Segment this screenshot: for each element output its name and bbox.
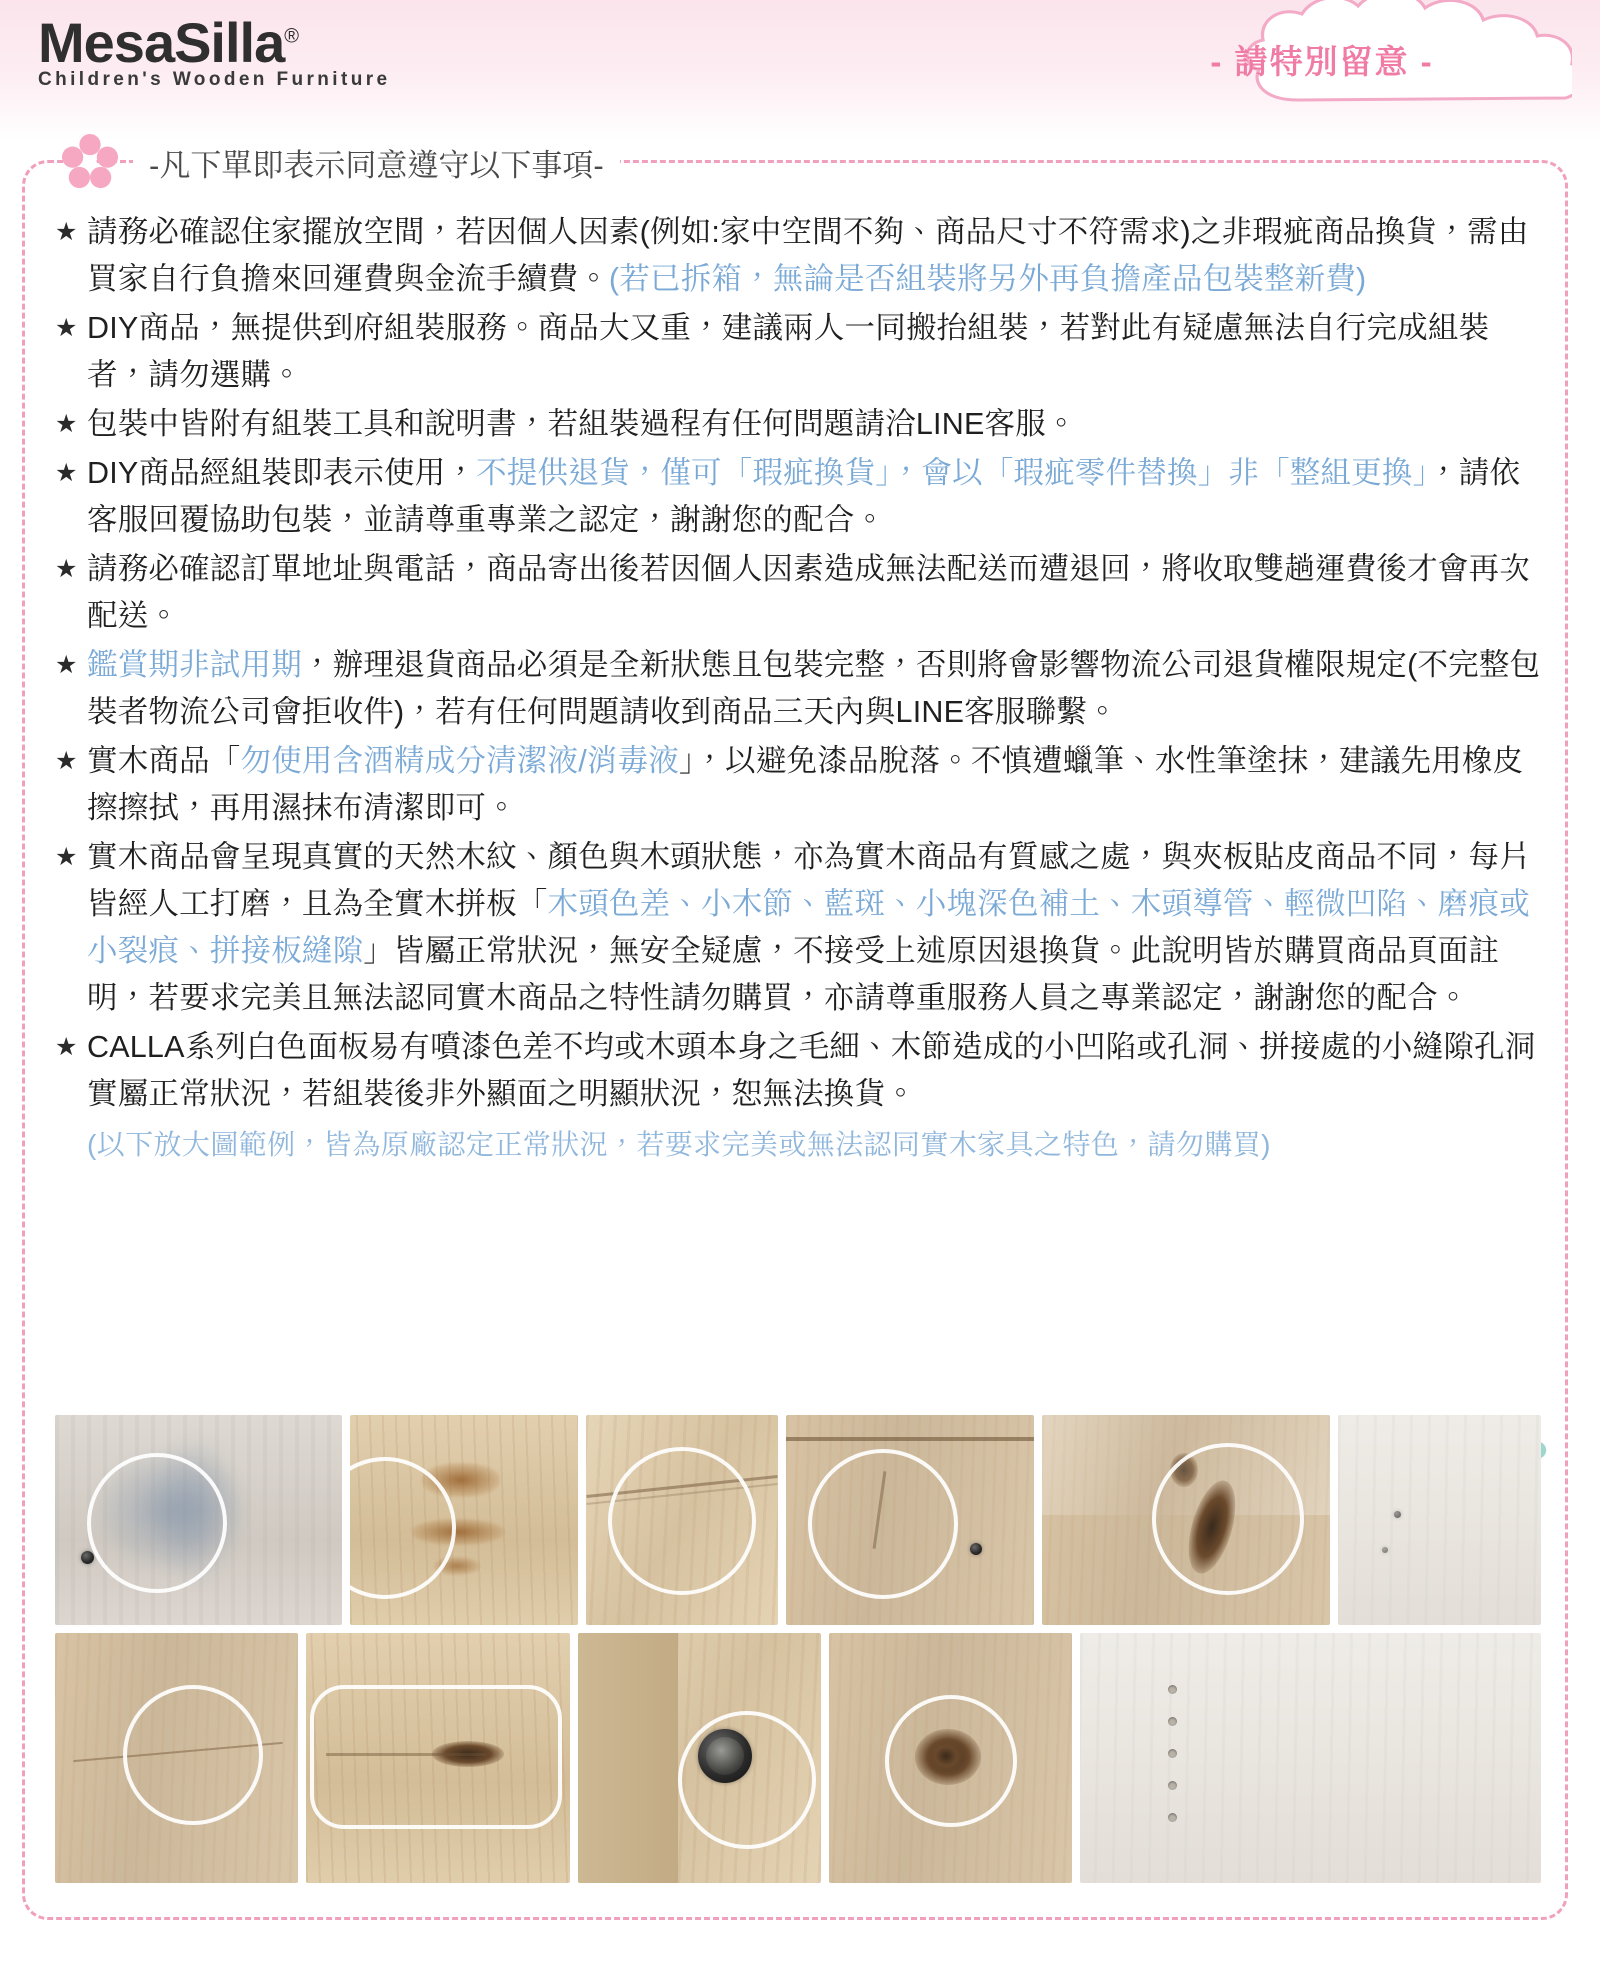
- item-cleaning: [87, 738, 1541, 832]
- bullet-star-icon: ★: [55, 747, 78, 775]
- terms-list-item: [55, 450, 1541, 544]
- photo-scratch: [55, 1633, 298, 1883]
- gallery-footnote: (以下放大圖範例，皆為原廠認定正常狀況，若要求完美或無法認同實木家具之特色，請勿購買): [87, 1129, 1271, 1160]
- photo-wood-vessel: [306, 1633, 570, 1883]
- text-segment: 請務必確認住家擺放空間，若因個人因素(例如:家中空間不夠、商品尺寸不符需求)之非瑕疵商品換貨，需由買家自行負擔來回運費與金流手續費。: [87, 215, 1529, 296]
- example-photo-gallery: [55, 1415, 1541, 1891]
- notice-badge-label: - 請特別留意 -: [1210, 43, 1434, 80]
- bullet-star-icon: ★: [55, 314, 78, 342]
- text-segment: 木頭色差、小木節、藍斑、小塊深色補土、木頭導管、輕微凹陷、磨痕或小裂痕、拼接板縫隙: [87, 887, 1530, 968]
- text-segment: 」皆屬正常狀況，無安全疑慮，不接受上述原因退換貨。此說明皆於購買商品頁面註明，若要求完美且無法認同實木商品之特性請勿購買，亦請尊重服務人員之專業認定，謝謝您的配合。: [87, 934, 1500, 1015]
- text-segment: 」，以避免漆品脫落。不慎遭蠟筆、水性筆塗抹，建議先用橡皮擦擦拭，再用濕抹布清潔即可。: [87, 744, 1524, 825]
- flower-icon: [61, 133, 119, 191]
- terms-list-item: [55, 305, 1541, 399]
- brand-name-text: MesaSilla: [38, 11, 285, 74]
- item-assembled-no-return: [87, 450, 1541, 544]
- notice-cloud-badge: [1072, 0, 1572, 110]
- page-header: [0, 0, 1600, 140]
- text-segment: 實木商品會呈現真實的天然木紋、顏色與木頭狀態，亦為實木商品有質感之處，與夾板貼皮商品不同，每片皆經人工打磨，且為全實木拼板「: [87, 840, 1530, 921]
- terms-box: [22, 148, 1568, 1920]
- terms-list-item: [55, 738, 1541, 832]
- photo-hardware-hole: [578, 1633, 821, 1883]
- text-segment: CALLA系列白色面板易有噴漆色差不均或木頭本身之毛細、木節造成的小凹陷或孔洞、拼接處的小縫隙孔洞實屬正常狀況，若組裝後非外顯面之明顯狀況，恕無法換貨。: [87, 1030, 1536, 1111]
- text-segment: (若已拆箱，無論是否組裝將另外再負擔產品包裝整新費): [608, 262, 1367, 296]
- terms-list: [55, 209, 1541, 1168]
- text-segment: 不提供退貨，僅可「瑕疵換貨」，會以「瑕疵零件替換」非「整組更換」: [476, 456, 1429, 490]
- bullet-star-icon: ★: [55, 218, 78, 246]
- photo-small-crack: [786, 1415, 1034, 1625]
- example-photo-row-2: [55, 1633, 1541, 1883]
- brand-name: [38, 11, 299, 74]
- text-segment: DIY商品經組裝即表示使用，: [87, 456, 477, 490]
- text-segment: ，請依客服回覆協助包裝，並請尊重專業之認定，謝謝您的配合。: [87, 456, 1521, 537]
- text-segment: 勿使用含酒精成分清潔液/消毒液: [240, 744, 679, 778]
- terms-box-title: -凡下單即表示同意遵守以下事項-: [133, 140, 620, 185]
- terms-list-item: [55, 401, 1541, 448]
- terms-list-item: [55, 1024, 1541, 1118]
- brand-tagline: Children's Wooden Furniture: [38, 68, 391, 90]
- photo-white-panel-pores: [1080, 1633, 1541, 1883]
- terms-list-item: [55, 642, 1541, 736]
- bullet-star-icon: ★: [55, 651, 78, 679]
- photo-small-knot: [1042, 1415, 1330, 1625]
- bullet-star-icon: ★: [55, 1033, 78, 1061]
- text-segment: ，辦理退貨商品必須是全新狀態且包裝完整，否則將會影響物流公司退貨權限規定(不完整包裝者物流公司會拒收件)，若有任何問題請收到商品三天內與LINE客服聯繫。: [87, 648, 1541, 729]
- registered-trademark-icon: ®: [284, 25, 299, 48]
- photo-white-panel-hole: [1338, 1415, 1541, 1625]
- item-inspection-period: [87, 642, 1541, 736]
- text-segment: DIY商品，無提供到府組裝服務。商品大又重，建議兩人一同搬抬組裝，若對此有疑慮無法自行完成組裝者，請勿選購。: [87, 311, 1490, 392]
- text-segment: 實木商品「: [87, 744, 241, 778]
- item-calla-series: [87, 1024, 1541, 1118]
- bullet-star-icon: ★: [55, 410, 78, 438]
- item-tools-included: [87, 401, 1541, 448]
- example-photo-row-1: [55, 1415, 1541, 1625]
- bullet-star-icon: ★: [55, 555, 78, 583]
- item-diy-no-install: [87, 305, 1541, 399]
- terms-list-item: [55, 834, 1541, 1022]
- photo-blue-stain: [55, 1415, 342, 1625]
- photo-joint-seam: [586, 1415, 778, 1625]
- item-space-confirm: [87, 209, 1541, 303]
- text-segment: 包裝中皆附有組裝工具和說明書，若組裝過程有任何問題請洽LINE客服。: [87, 407, 1077, 441]
- text-segment: 鑑賞期非試用期: [87, 648, 302, 682]
- bullet-star-icon: ★: [55, 459, 78, 487]
- bullet-star-icon: ★: [55, 843, 78, 871]
- item-natural-wood: [87, 834, 1541, 1022]
- text-segment: 請務必確認訂單地址與電話，商品寄出後若因個人因素造成無法配送而遭退回，將收取雙趟運費後才會再次配送。: [87, 552, 1530, 633]
- item-address-confirm: [87, 546, 1541, 640]
- photo-knot: [829, 1633, 1072, 1883]
- brand-logo: [38, 11, 391, 91]
- photo-dark-filler: [350, 1415, 578, 1625]
- terms-list-item: [55, 209, 1541, 303]
- terms-list-item: [55, 546, 1541, 640]
